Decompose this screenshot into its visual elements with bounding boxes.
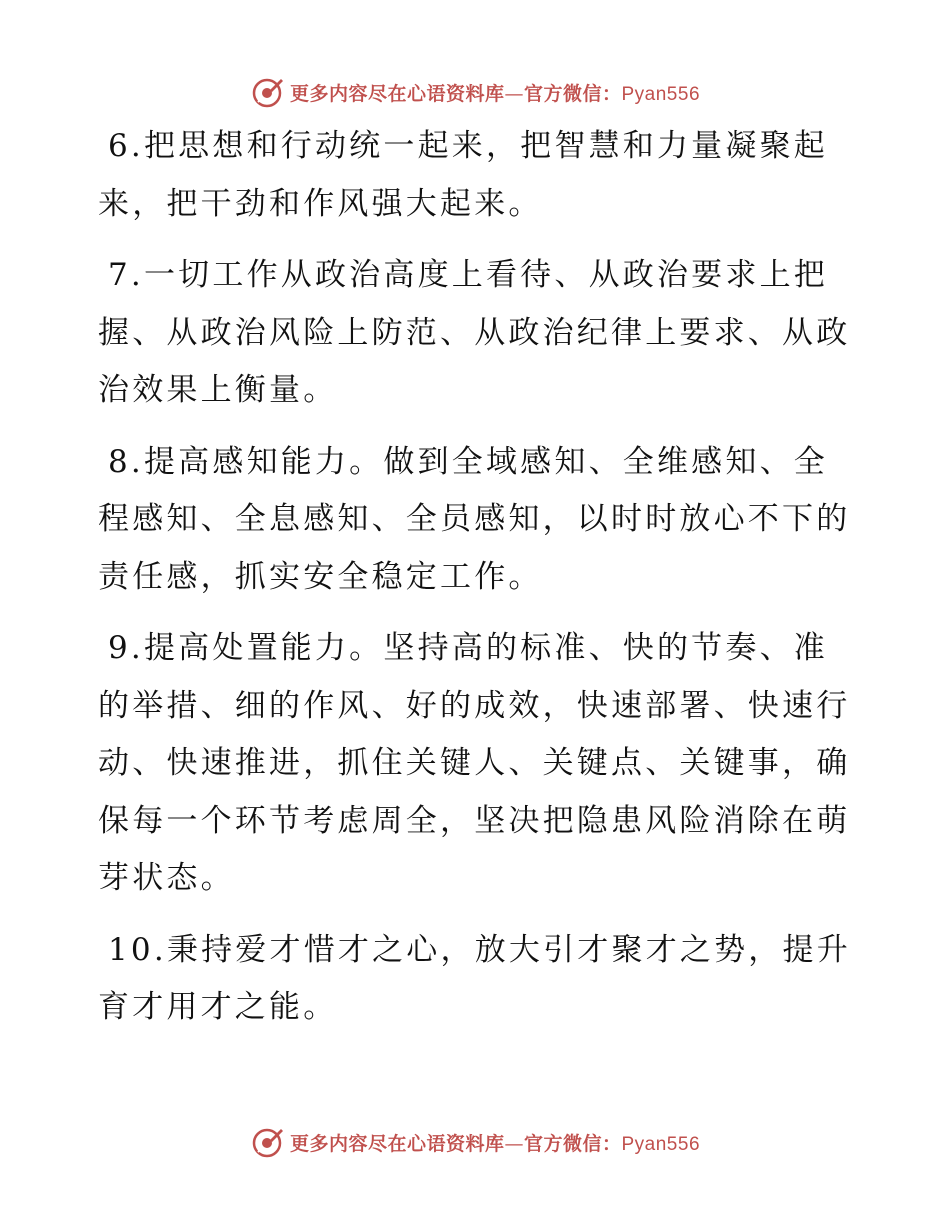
banner-text	[290, 1129, 700, 1156]
banner-text	[290, 79, 700, 106]
footer-banner	[0, 1122, 950, 1162]
paragraph-9: 9.提高处置能力。坚持高的标准、快的节奏、准的举措、细的作风、好的成效，快速部署、快速行动、快速推进，抓住关键人、关键点、关键事，确保每一个环节考虑周全，坚决把隐患风险消除在萌芽状态。	[98, 630, 851, 896]
banner-site-name: 更多内容尽在心语资料库	[289, 1132, 505, 1155]
document-body	[98, 118, 853, 1051]
banner-account: Pyan556	[621, 1133, 701, 1155]
banner-site-name: 更多内容尽在心语资料库	[289, 82, 505, 105]
pen-nib-logo-icon	[250, 75, 284, 109]
pen-nib-logo-icon	[250, 1125, 284, 1159]
paragraph-10: 10.秉持爱才惜才之心，放大引才聚才之势，提升育才用才之能。	[98, 931, 851, 1025]
banner-dash: —	[504, 1132, 524, 1155]
banner-label: 官方微信：	[523, 1132, 622, 1155]
banner-account: Pyan556	[621, 83, 701, 105]
banner-dash: —	[504, 82, 524, 105]
header-banner	[0, 72, 950, 112]
banner-label: 官方微信：	[523, 82, 622, 105]
paragraph-7: 7.一切工作从政治高度上看待、从政治要求上把握、从政治风险上防范、从政治纪律上要求、从政治效果上衡量。	[98, 257, 851, 408]
paragraph-8: 8.提高感知能力。做到全域感知、全维感知、全程感知、全息感知、全员感知，以时时放心不下的责任感，抓实安全稳定工作。	[98, 443, 851, 595]
paragraph-6: 6.把思想和行动统一起来，把智慧和力量凝聚起来，把干劲和作风强大起来。	[98, 128, 828, 222]
